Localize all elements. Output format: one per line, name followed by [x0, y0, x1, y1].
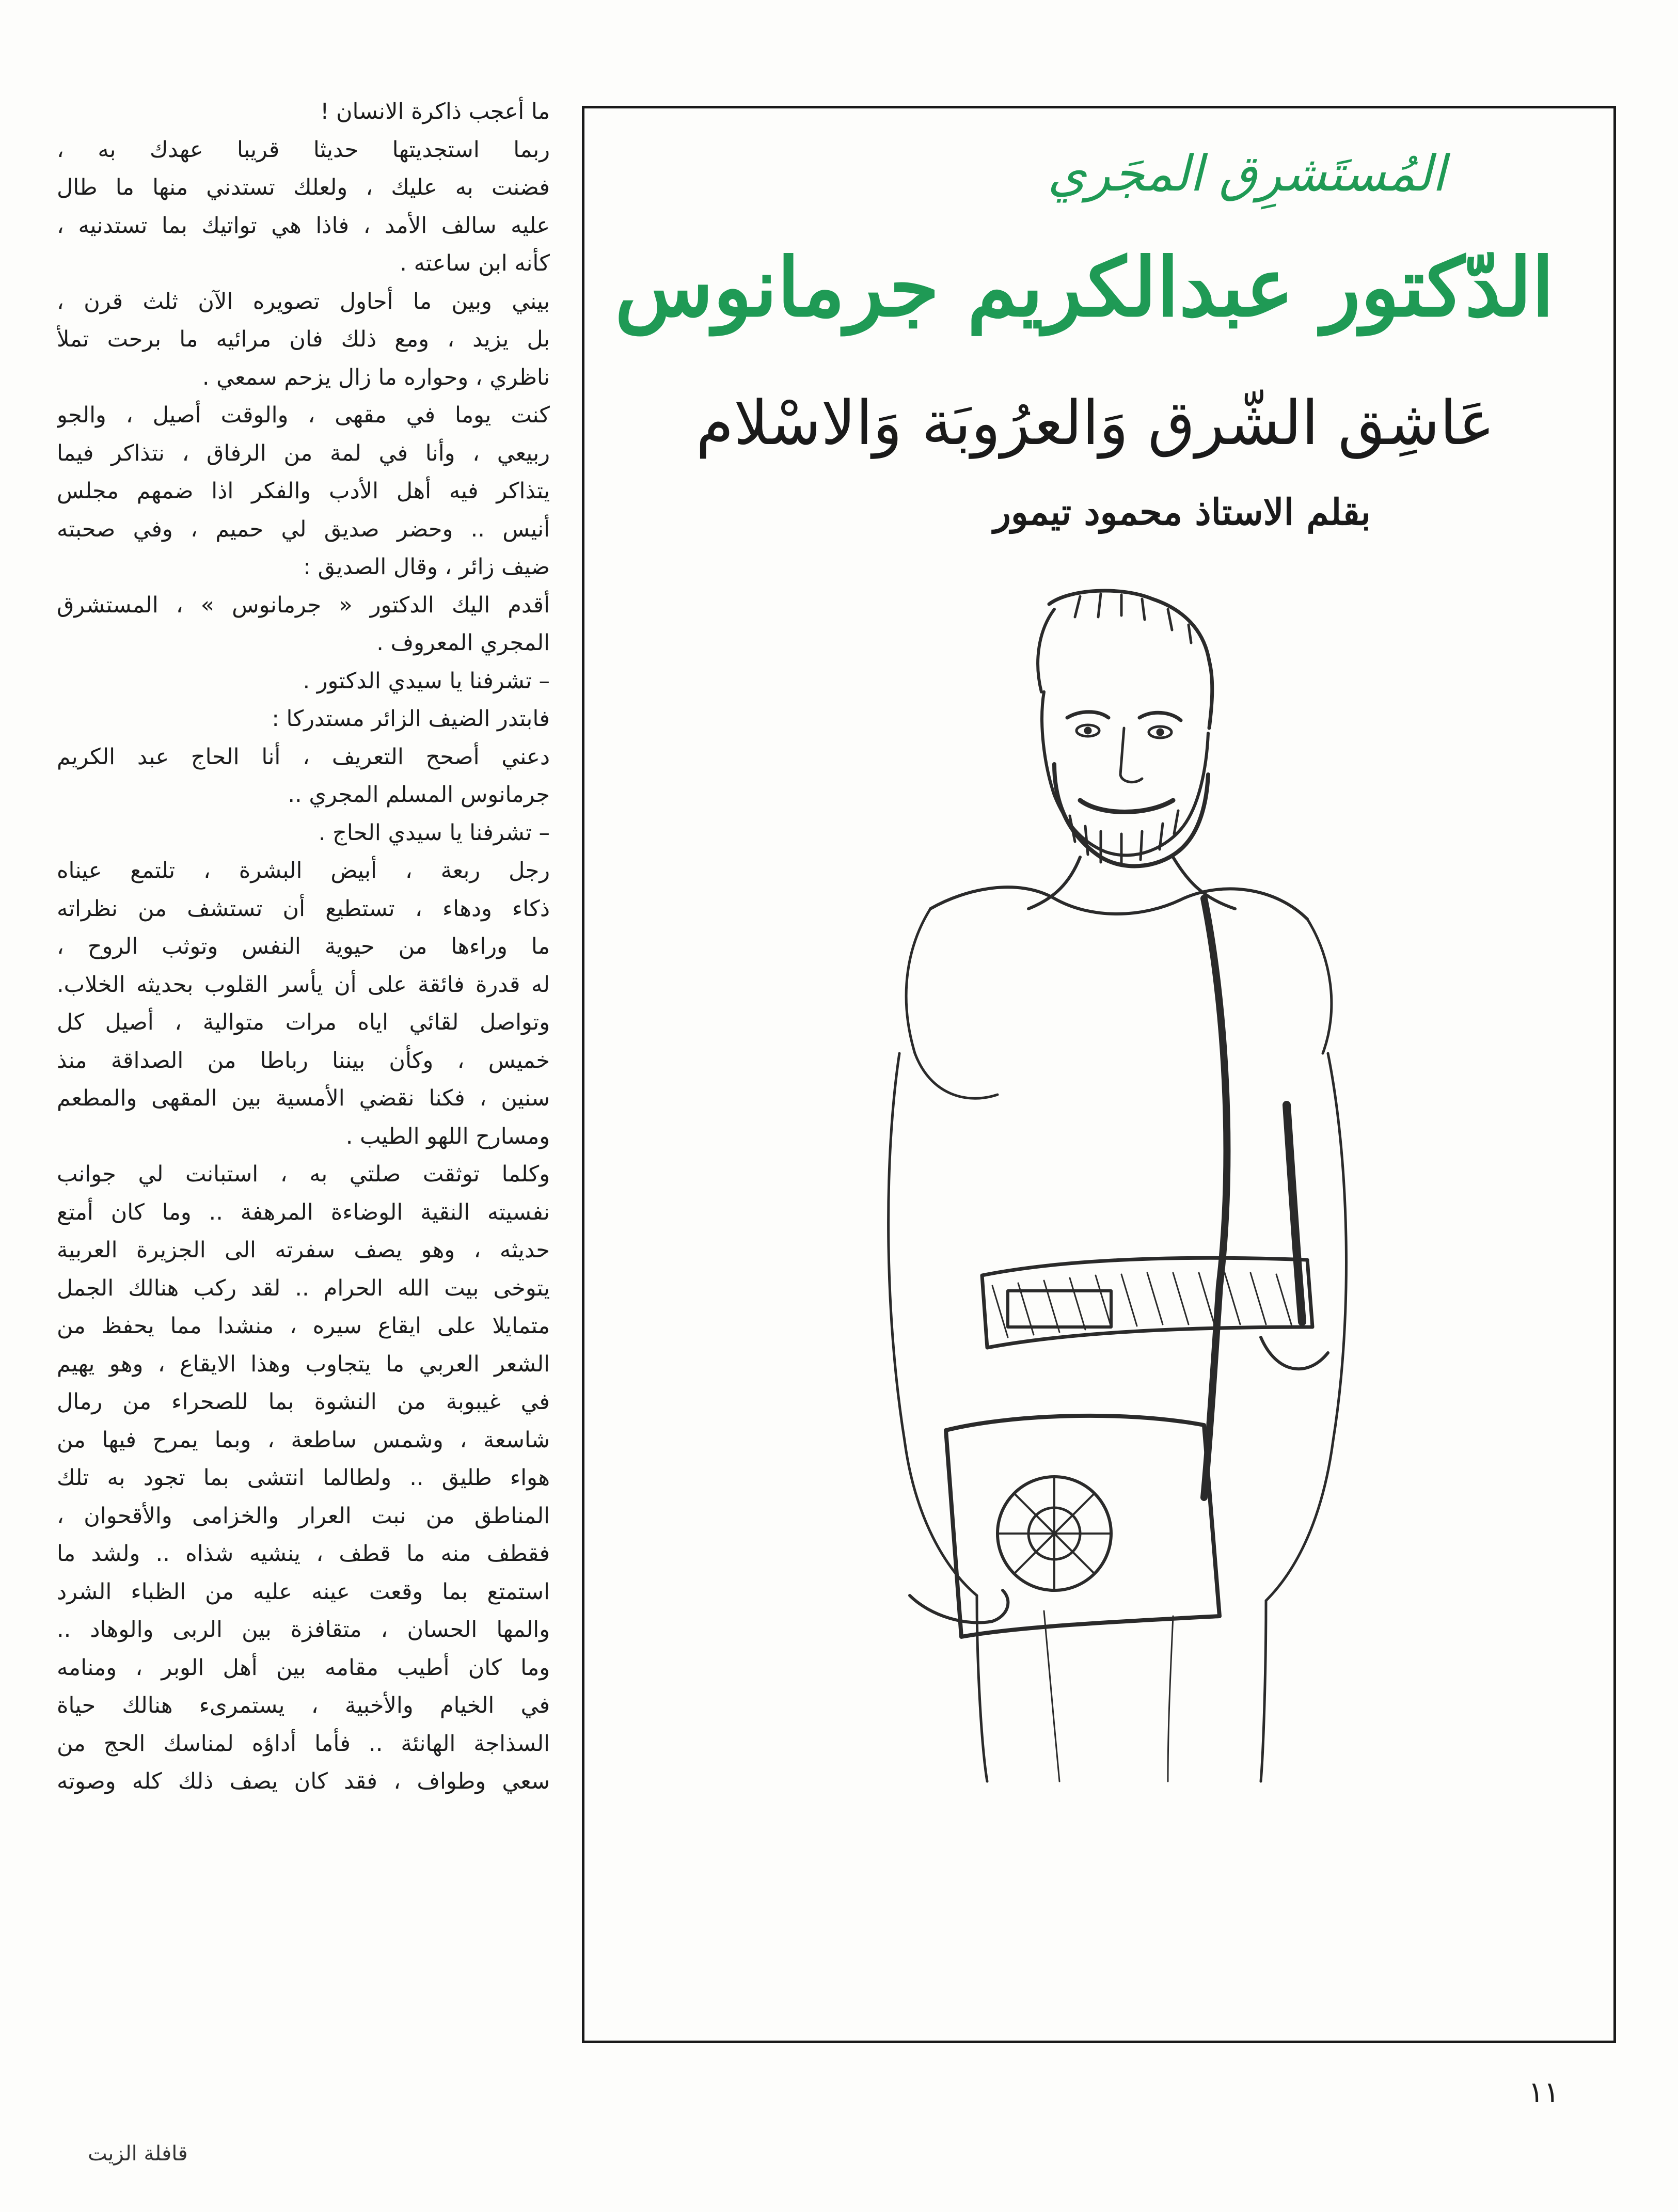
article-line: هواء طليق .. ولطالما انتشى بما تجود به تلك	[57, 1465, 550, 1491]
article-line: فابتدر الضيف الزائر مستدركا :	[272, 706, 550, 732]
article-line: ومسارح اللهو الطيب .	[345, 1123, 550, 1149]
article-line: وتواصل لقائي اياه مرات متوالية ، أصيل كل	[57, 1009, 550, 1035]
article-line: السذاجة الهانئة .. فأما أداؤه لمناسك الحج من	[57, 1730, 550, 1757]
article-line: ما أعجب ذاكرة الانسان !	[320, 99, 550, 124]
article-line: وما كان أطيب مقامه بين أهل الوبر ، ومنامه	[57, 1654, 550, 1681]
article-line: ربما استجديتها حديثا قريبا عهدك به ،	[57, 136, 550, 163]
article-line: المجري المعروف .	[376, 630, 550, 656]
article-line: يتذاكر فيه أهل الأدب والفكر اذا ضمهم مجلس	[57, 478, 550, 504]
feature-frame	[582, 106, 1616, 2043]
article-line: جرمانوس المسلم المجري ..	[288, 782, 550, 808]
feature-byline: بقلم الاستاذ محمود تيمور	[993, 491, 1371, 533]
article-line: المناطق من نبت العرار والخزامى والأقحوان ،	[57, 1503, 550, 1529]
article-line: سعي وطواف ، فقد كان يصف ذلك كله وصوته	[57, 1768, 550, 1794]
article-line: عليه سالف الأمد ، فاذا هي تواتيك بما تستدنيه ،	[57, 212, 550, 239]
article-line: دعني أصحح التعريف ، أنا الحاج عبد الكريم	[57, 744, 550, 770]
article-line: حديثه ، وهو يصف سفرته الى الجزيرة العربية	[57, 1237, 550, 1263]
article-line: ذكاء ودهاء ، تستطيع أن تستشف من نظراته	[57, 895, 550, 922]
feature-title: الدّكتور عبدالكريم جرمانوس	[614, 240, 1554, 335]
article-line: يتوخى بيت الله الحرام .. لقد ركب هنالك الجمل	[57, 1275, 550, 1301]
article-line: كأنه ابن ساعته .	[400, 250, 550, 276]
article-line: شاسعة ، وشمس ساطعة ، وبما يمرح فيها من	[57, 1427, 550, 1453]
article-line: استمتع بما وقعت عينه عليه من الظباء الشرد	[57, 1578, 550, 1605]
portrait-illustration	[812, 589, 1416, 1787]
article-line: – تشرفنا يا سيدي الدكتور .	[303, 668, 550, 694]
article-line: بل يزيد ، ومع ذلك فان مرائيه ما برحت تملأ	[57, 326, 550, 352]
article-line: بيني وبين ما أحاول تصويره الآن ثلث قرن ،	[57, 288, 550, 314]
article-line: كنت يوما في مقهى ، والوقت أصيل ، والجو	[57, 402, 550, 428]
article-line: رجل ربعة ، أبيض البشرة ، تلتمع عيناه	[57, 858, 550, 883]
article-line: أنيس .. وحضر صديق لي حميم ، وفي صحبته	[57, 516, 550, 542]
article-line: ربيعي ، وأنا في لمة من الرفاق ، نتذاكر فيما	[57, 440, 550, 466]
article-line: والمها الحسان ، متقافزة بين الربى والوهاد ..	[57, 1617, 550, 1642]
article-line: متمايلا على ايقاع سيره ، منشدا مما يحفظ من	[57, 1313, 550, 1339]
article-line: في غيبوبة من النشوة بما للصحراء من رمال	[57, 1389, 550, 1415]
article-line: نفسيته النقية الوضاءة المرهفة .. وما كان أمتع	[57, 1199, 550, 1225]
article-line: خميس ، وكأن بيننا رباطا من الصداقة منذ	[57, 1047, 550, 1073]
article-line: له قدرة فائقة على أن يأسر القلوب بحديثه الخلاب.	[57, 971, 550, 998]
article-line: ضيف زائر ، وقال الصديق :	[303, 554, 550, 580]
article-line: – تشرفنا يا سيدي الحاج .	[318, 819, 550, 846]
article-line: فضنت به عليك ، ولعلك تستدني منها ما طال	[57, 175, 550, 200]
page-number: ١١	[1528, 2076, 1560, 2109]
magazine-name: قافلة الزيت	[88, 2142, 188, 2166]
article-line: أقدم اليك الدكتور « جرمانوس » ، المستشرق	[57, 592, 550, 618]
article-line: الشعر العربي ما يتجاوب وهذا الايقاع ، وهو يهيم	[57, 1351, 550, 1377]
feature-kicker: المُستَشرِق المجَري	[1047, 145, 1446, 202]
article-column	[57, 93, 550, 1801]
article-line: سنين ، فكنا نقضي الأمسية بين المقهى والمطعم	[57, 1085, 550, 1111]
article-line: ما وراءها من حيوية النفس وتوثب الروح ،	[57, 934, 550, 959]
feature-subtitle: عَاشِق الشّرق وَالعرُوبَة وَالاسْلام	[695, 387, 1495, 459]
article-line: فقطف منه ما قطف ، ينشيه شذاه .. ولشد ما	[57, 1541, 550, 1567]
article-line: وكلما توثقت صلتي به ، استبانت لي جوانب	[57, 1161, 550, 1187]
article-line: في الخيام والأخبية ، يستمرىء هنالك حياة	[57, 1693, 550, 1718]
article-line: ناظري ، وحواره ما زال يزحم سمعي .	[202, 364, 550, 390]
